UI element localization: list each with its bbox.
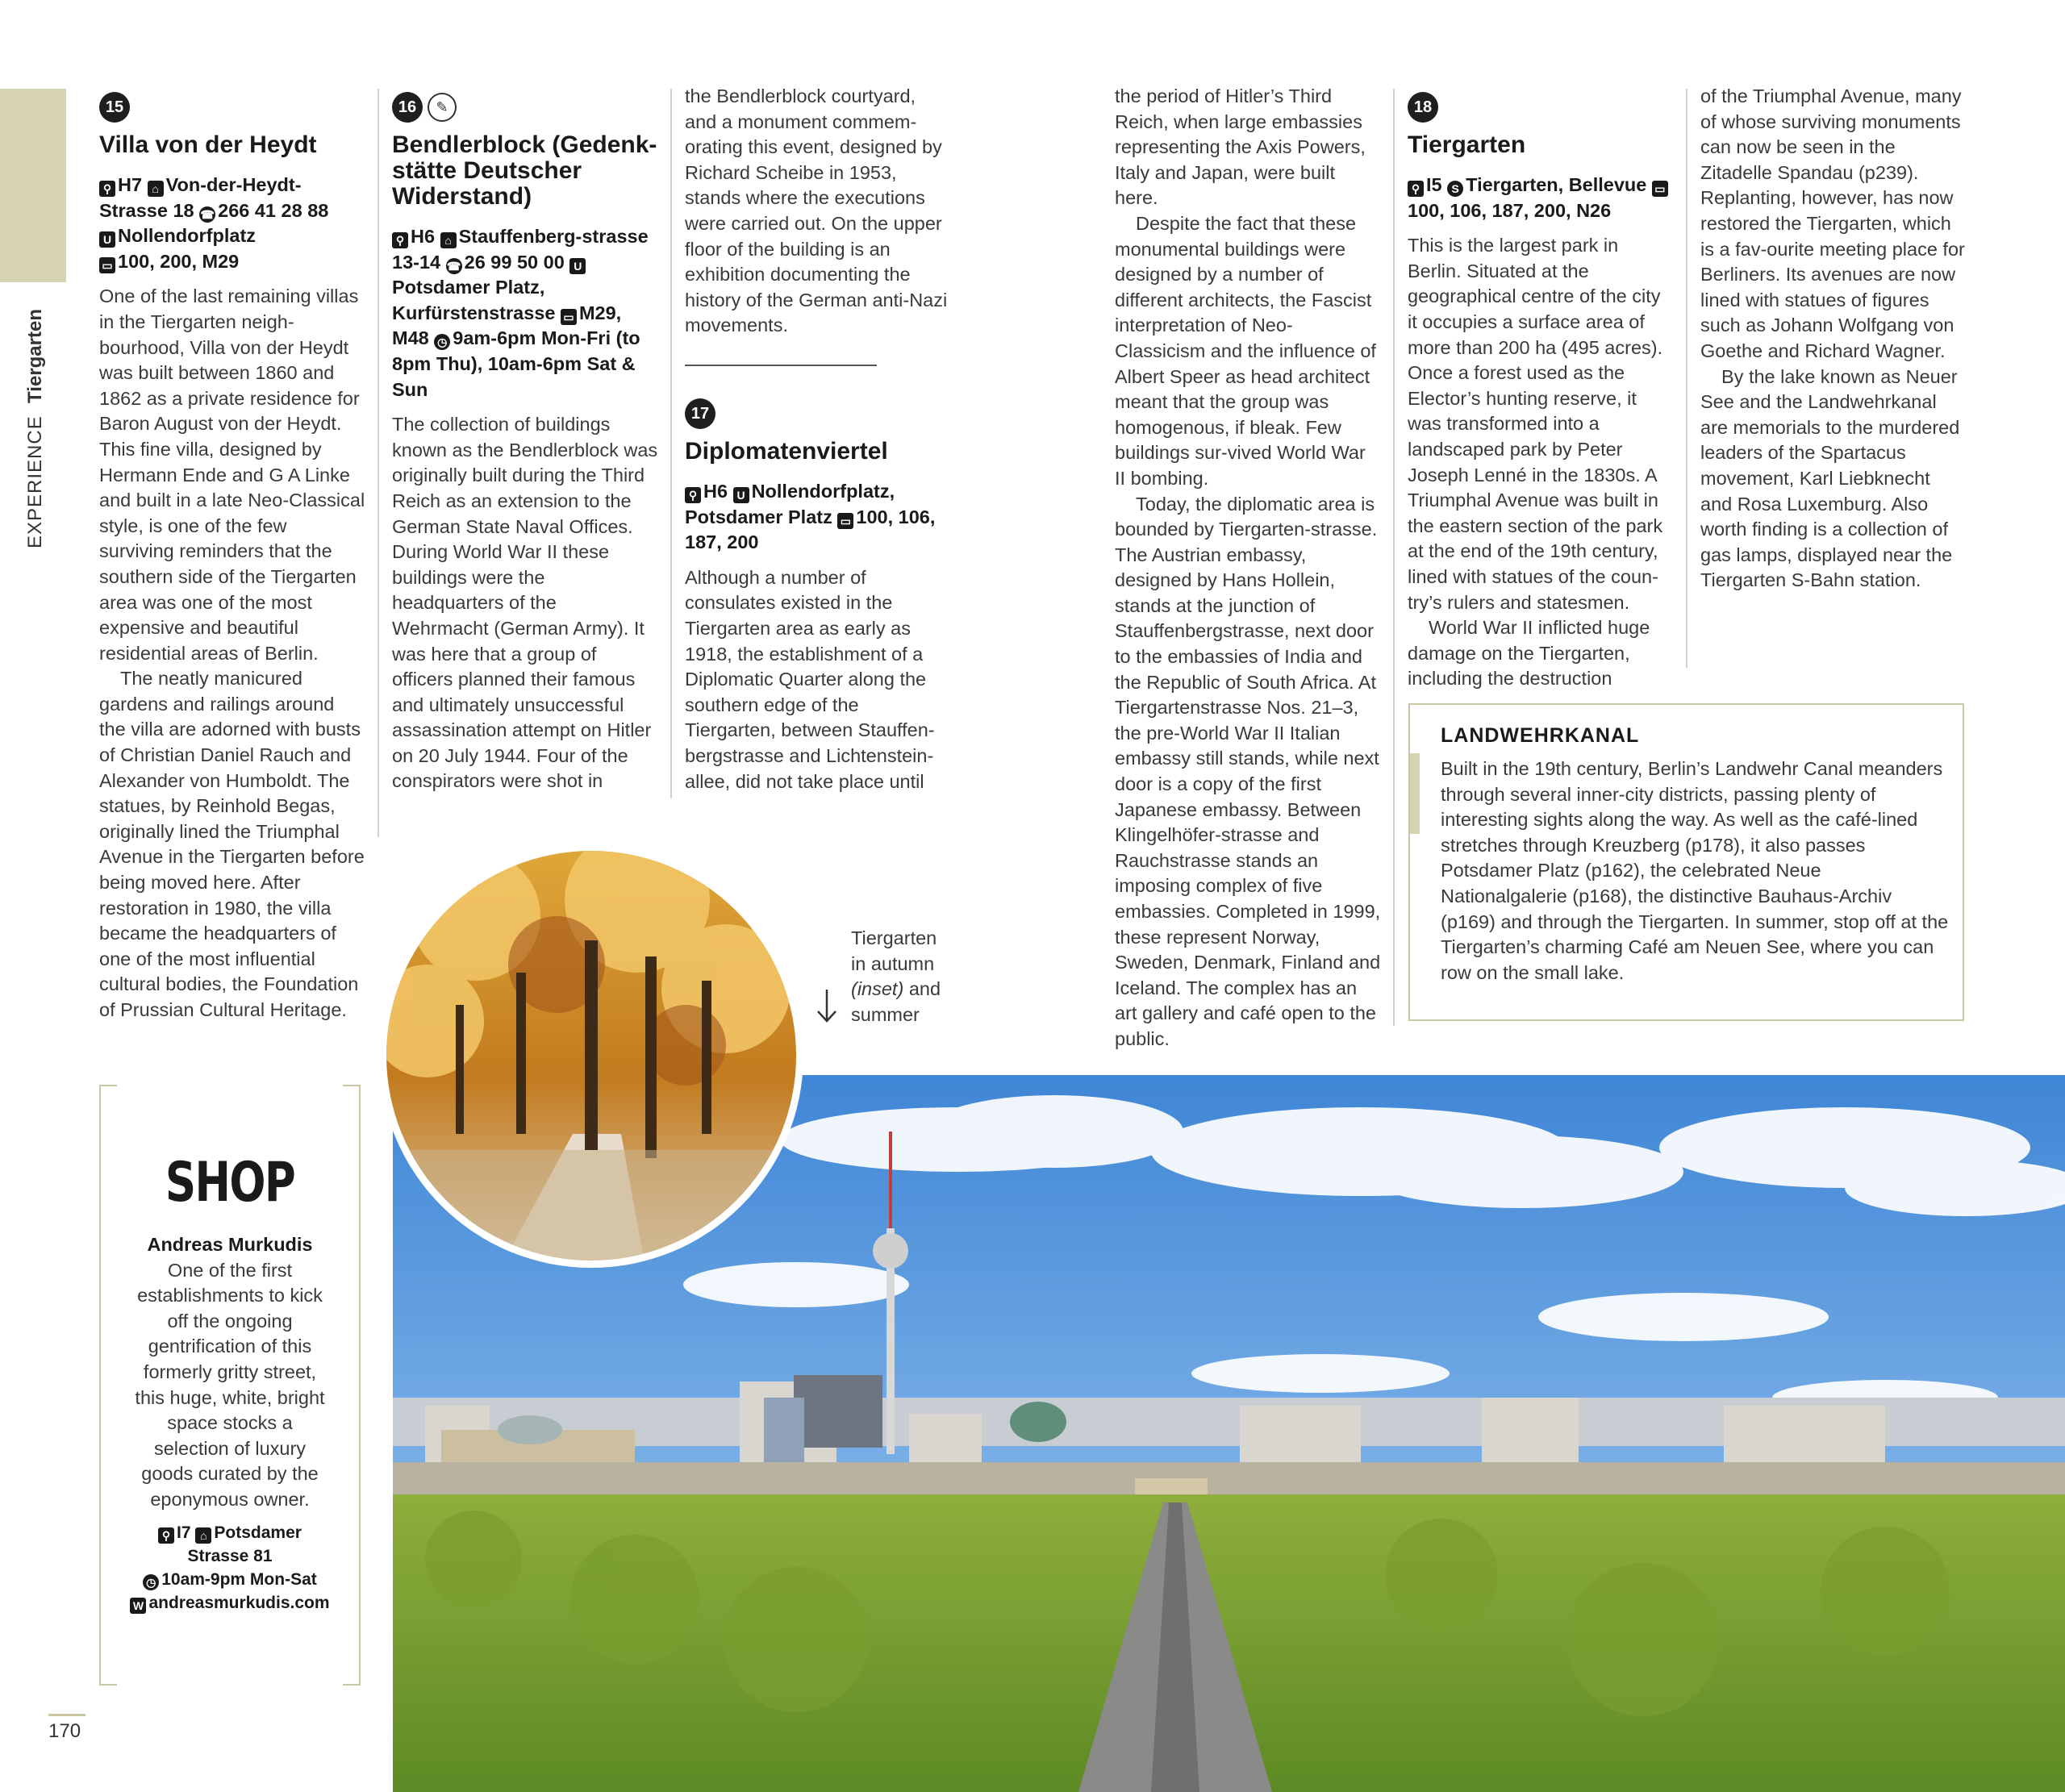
entry-paragraph: By the lake known as Neuer See and the Landwehrkanal are memorials to the murdered leaders of the Spartacus movement, Karl Liebknecht and Rosa Luxemburg. Also worth finding is a collection of gas lamps, displayed near the Tiergarten S-Bahn station. bbox=[1700, 365, 1960, 591]
entry-info: ⚲ H6 ⌂ Stauffenberg-strasse 13-14 ☎ 26 99 50 00 UPotsdamer Platz, Kurfürstenstrasse ▭ M29, M48 ◷ 9am-6pm Mon-Fri (to 8pm Thu), 10am-6pm Sat & Sun bbox=[392, 226, 649, 400]
clock-icon: ◷ bbox=[143, 1574, 159, 1590]
column-divider bbox=[1393, 89, 1395, 1026]
entry-paragraph: World War II inflicted huge damage on the Tiergarten, including the destruction bbox=[1408, 617, 1650, 690]
phone-icon: ☎ bbox=[200, 207, 215, 221]
entry-villa bbox=[99, 89, 365, 1023]
map-pin-icon: ⚲ bbox=[685, 487, 701, 503]
bus-icon: ▭ bbox=[99, 257, 115, 273]
entry-bendlerblock bbox=[392, 89, 658, 794]
entry-paragraph: Today, the diplomatic area is bounded by Tiergarten-strasse. The Austrian embassy, designed by Hans Hollein, stands at the junction of Stauffenbergstrasse, next door to the embassies of India and the Republic of South Africa. At Tiergartenstrasse Nos. 21–3, the pre-World War II Italian embassy still stands, while next door is a copy of the first Japanese embassy. Between Klingelhöfer-strasse and Rauchstrasse stands an imposing complex of five embassies. Completed in 1999, these represent Norway, Sweden, Denmark, Finland and Iceland. The complex has an art gallery and café open to the public. bbox=[1115, 493, 1381, 1049]
frame-bracket-right bbox=[343, 1085, 361, 1686]
photo-caption: Tiergarten in autumn (inset) and summer bbox=[851, 927, 941, 1025]
entry-paragraph: Despite the fact that these monumental buildings were designed by a number of different architects, the Fascist interpretation of Neo-Classicism and the influence of Albert Speer as head architect meant that the group was homogenous, if bleak. Few buildings sur-vived World War II bombing. bbox=[1115, 212, 1376, 489]
shop-box bbox=[99, 1085, 361, 1686]
bus-icon: ▭ bbox=[1652, 181, 1668, 197]
bus-icon: ▭ bbox=[561, 309, 577, 325]
entry-number: 16 bbox=[392, 92, 423, 123]
entry-title: Bendlerblock (Gedenk-stätte Deutscher Widerstand) bbox=[392, 131, 657, 210]
entry-paragraph: of the Triumphal Avenue, many of whose surviving monuments can now be seen in the Zitadelle Spandau (p239). Replanting, however, has now restored the Tiergarten, which is a fav-ourite meeting place for Berliners. Its avenues are now lined with statues of figures such as Johann Wolfgang von Goethe and Richard Wagner. bbox=[1700, 85, 1965, 361]
s-bahn-icon: S bbox=[1447, 181, 1463, 197]
area-label: Tiergarten bbox=[24, 309, 46, 403]
entry-paragraph: This is the largest park in Berlin. Situated at the geographical centre of the city it occupies a surface area of more than 200 ha (495 acres). Once a forest used as the Elector’s hunting reserve, it was transformed into a landscaped park by Peter Joseph Lenné in the 1830s. A Triumphal Avenue was built in the eastern section of the park at the end of the 19th century, lined with statues of the coun-try’s rulers and statesmen. bbox=[1408, 235, 1663, 613]
section-label: EXPERIENCE bbox=[24, 415, 46, 548]
entry-paragraph: The neatly manicured gardens and railings around the villa are adorned with busts of Christian Daniel Rauch and Alexander von Humboldt. The statues, by Reinhold Begas, originally lined the Triumphal Avenue in the Tiergarten before being moved here. After restoration in 1980, the villa became the headquarters of one of the most influential cultural bodies, the Foundation of Prussian Cultural Heritage. bbox=[99, 668, 365, 1020]
entry-paragraph: The collection of buildings known as the Bendlerblock was originally built during the Third Reich as an extension to the German State Naval Offices. During World War II these buildings were the headquarters of the Wehrmacht (German Army). It was here that a group of officers planned their famous and ultimately unsuccessful assassination attempt on Hitler on 20 July 1944. Four of the conspirators were shot in bbox=[392, 414, 658, 792]
entry-title: Tiergarten bbox=[1408, 131, 1526, 158]
entry-tiergarten bbox=[1408, 89, 1674, 692]
entry-number: 17 bbox=[685, 398, 715, 429]
entry-info: ⚲ H6 U Nollendorfplatz, Potsdamer Platz ▭ 100, 106, 187, 200 bbox=[685, 481, 936, 553]
phone-icon: ☎ bbox=[446, 259, 461, 273]
feature-body: Built in the 19th century, Berlin’s Landwehr Canal meanders through several inner-city districts, passing plenty of interesting sights along the way. As well as the café-lined stretches through Kreuzberg (p178), it also passes Potsdamer Platz (p162), the celebrated Neue Nationalgalerie (p168), the distinctive Bauhaus-Archiv (p169) and through the Tiergarten. In summer, stop off at the Tiergarten’s charming Café am Neuen See, where you can row on the small lake. bbox=[1441, 758, 1949, 983]
u-bahn-icon: U bbox=[569, 258, 586, 274]
address-icon: ⌂ bbox=[440, 232, 457, 248]
page-number: 170 bbox=[48, 1720, 81, 1742]
entry-bendlerblock-continued bbox=[685, 84, 951, 339]
u-bahn-icon: U bbox=[733, 487, 749, 503]
tiergarten-autumn-inset-photo bbox=[379, 844, 803, 1268]
map-pin-icon: ⚲ bbox=[158, 1527, 174, 1544]
map-pin-icon: ⚲ bbox=[1408, 181, 1424, 197]
feature-accent-bar bbox=[1410, 753, 1420, 834]
entry-paragraph: Although a number of consulates existed in the Tiergarten area as early as 1918, the establishment of a Diplomatic Quarter along the southern edge of the Tiergarten, between Stauffen-bergstrasse and Lichtenstein-allee, did not take place until bbox=[685, 566, 935, 792]
shop-content bbox=[128, 1232, 332, 1615]
entry-title: Villa von der Heydt bbox=[99, 131, 317, 158]
page-number-rule bbox=[48, 1714, 86, 1716]
entry-paragraph: the period of Hitler’s Third Reich, when large embassies representing the Axis Powers, Italy and Japan, were built here. bbox=[1115, 85, 1366, 209]
entry-paragraph: the Bendlerblock courtyard, and a monument commem-orating this event, designed by Richard Scheibe in 1953, stands where the executions were carried out. On the upper floor of the building is an exhibition documenting the history of the German anti-Nazi movements. bbox=[685, 85, 948, 336]
entry-info: ⚲ I5 S Tiergarten, Bellevue ▭100, 106, 187, 200, N26 bbox=[1408, 173, 1674, 223]
entry-tiergarten-continued bbox=[1700, 84, 1967, 594]
map-pin-icon: ⚲ bbox=[392, 232, 408, 248]
frame-bracket-left bbox=[99, 1085, 117, 1686]
entry-paragraph: One of the last remaining villas in the Tiergarten neigh-bourhood, Villa von der Heydt was built between 1860 and 1862 as a private residence for Baron August von der Heydt. This fine villa, designed by Hermann Ende and G A Linke and built in a late Neo-Classical style, is one of the few surviving reminders that the southern side of the Tiergarten area was one of the most expensive and beautiful residential areas of Berlin. bbox=[99, 285, 365, 664]
arrow-down-icon bbox=[815, 988, 839, 1024]
clock-icon: ◷ bbox=[434, 334, 450, 350]
feature-title: LANDWEHRKANAL bbox=[1441, 724, 1640, 747]
entry-title: Diplomatenviertel bbox=[685, 438, 888, 465]
bus-icon: ▭ bbox=[837, 513, 853, 529]
column-divider bbox=[378, 89, 379, 837]
shop-heading: SHOP bbox=[165, 1151, 295, 1215]
entry-number: 15 bbox=[99, 92, 130, 123]
entry-info: ⚲ H7 ⌂ Von-der-Heydt- Strasse 18 ☎ 266 41 28 88 U Nollendorfplatz ▭ 100, 200, M29 bbox=[99, 174, 329, 272]
entry-number: 18 bbox=[1408, 92, 1438, 123]
web-icon: W bbox=[130, 1598, 146, 1614]
u-bahn-icon: U bbox=[99, 231, 115, 248]
column-divider bbox=[1686, 89, 1687, 668]
entry-separator bbox=[685, 365, 877, 366]
shop-name: Andreas Murkudis bbox=[147, 1234, 313, 1255]
feature-box-landwehrkanal bbox=[1408, 703, 1964, 1021]
map-pin-icon: ⚲ bbox=[99, 181, 115, 197]
shop-info: ⚲ I7 ⌂ Potsdamer Strasse 81 ◷ 10am-9pm Mon-Sat W andreasmurkudis.com bbox=[128, 1521, 332, 1615]
column-divider bbox=[670, 89, 672, 798]
entry-diplomatenviertel-continued bbox=[1115, 84, 1381, 1052]
shop-description: One of the first establishments to kick off the ongoing gentrification of this formerly gritty street, this huge, white, bright space stocks a selection of luxury goods curated by the eponymous owner. bbox=[135, 1259, 325, 1510]
ticket-icon: ✎ bbox=[428, 93, 457, 122]
section-color-tab bbox=[0, 89, 66, 282]
address-icon: ⌂ bbox=[148, 181, 164, 197]
address-icon: ⌂ bbox=[195, 1527, 211, 1544]
caption-inset-note: (inset) bbox=[851, 978, 904, 1000]
section-running-head bbox=[24, 309, 47, 548]
entry-diplomatenviertel bbox=[685, 395, 951, 794]
